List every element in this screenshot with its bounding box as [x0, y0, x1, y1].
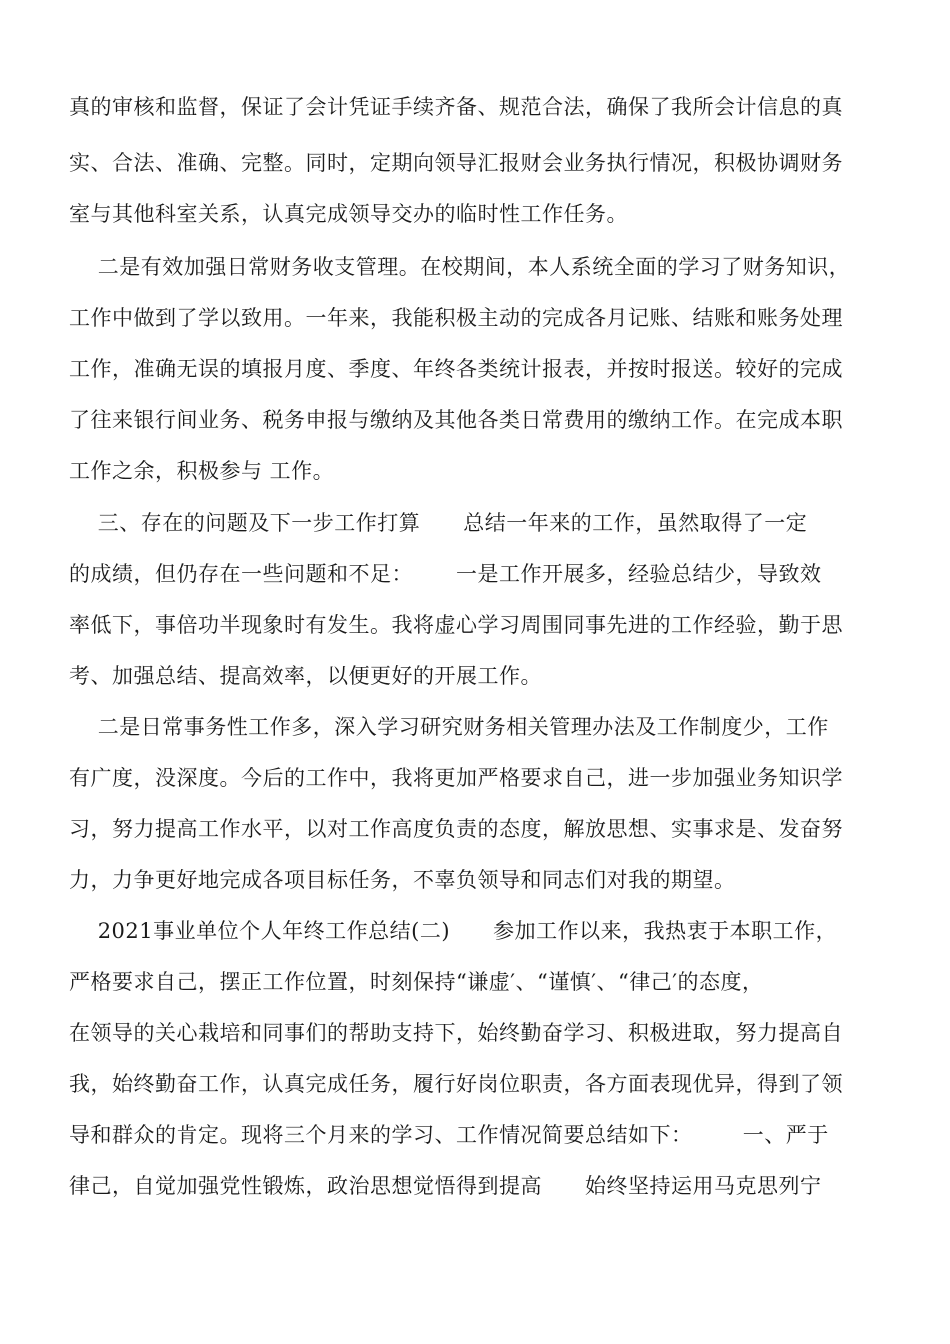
text-line: 工作之余，积极参与 工作。: [69, 459, 335, 483]
text-line: 我，始终勤奋工作，认真完成任务，履行好岗位职责，各方面表现优异，得到了领: [69, 1072, 843, 1096]
text-line: 严格要求自己，摆正工作位置，时刻保持“谦虚′、“谨慎′、“律己′的态度，: [69, 970, 764, 994]
text-line: 的成绩，但仍存在一些问题和不足： 一是工作开展多，经验总结少，导致效: [69, 562, 822, 586]
text-line: 率低下，事倍功半现象时有发生。我将虚心学习周围同事先进的工作经验，勤于思: [69, 613, 843, 637]
text-line: 有广度，没深度。今后的工作中，我将更加严格要求自己，进一步加强业务知识学: [69, 766, 843, 790]
text-line: 真的审核和监督，保证了会计凭证手续齐备、规范合法，确保了我所会计信息的真: [69, 95, 843, 119]
text-line: 考、加强总结、提高效率，以便更好的开展工作。: [69, 664, 542, 688]
text-line: 二是有效加强日常财务收支管理。在校期间，本人系统全面的学习了财务知识，: [69, 255, 851, 279]
text-line: 工作中做到了学以致用。一年来，我能积极主动的完成各月记账、结账和账务处理: [69, 306, 843, 330]
text-line: 二是日常事务性工作多，深入学习研究财务相关管理办法及工作制度少，工作: [69, 715, 829, 739]
text-line: 室与其他科室关系，认真完成领导交办的临时性工作任务。: [69, 202, 628, 226]
text-line: 律己，自觉加强党性锻炼，政治思想觉悟得到提高 始终坚持运用马克思列宁: [69, 1174, 822, 1198]
text-line: 工作，准确无误的填报月度、季度、年终各类统计报表，并按时报送。较好的完成: [69, 357, 843, 381]
text-line: 2021事业单位个人年终工作总结(二) 参加工作以来，我热衷于本职工作，: [69, 919, 838, 943]
text-line: 在领导的关心栽培和同事们的帮助支持下，始终勤奋学习、积极进取，努力提高自: [69, 1021, 843, 1045]
text-line: 导和群众的肯定。现将三个月来的学习、工作情况简要总结如下： 一、严于: [69, 1123, 829, 1147]
text-line: 力，力争更好地完成各项目标任务，不辜负领导和同志们对我的期望。: [69, 868, 736, 892]
text-line: 三、存在的问题及下一步工作打算 总结一年来的工作，虽然取得了一定: [69, 511, 808, 535]
text-line: 习，努力提高工作水平，以对工作高度负责的态度，解放思想、实事求是、发奋努: [69, 817, 843, 841]
text-line: 实、合法、准确、完整。同时，定期向领导汇报财会业务执行情况，积极协调财务: [69, 151, 843, 175]
text-line: 了往来银行间业务、税务申报与缴纳及其他各类日常费用的缴纳工作。在完成本职: [69, 408, 843, 432]
